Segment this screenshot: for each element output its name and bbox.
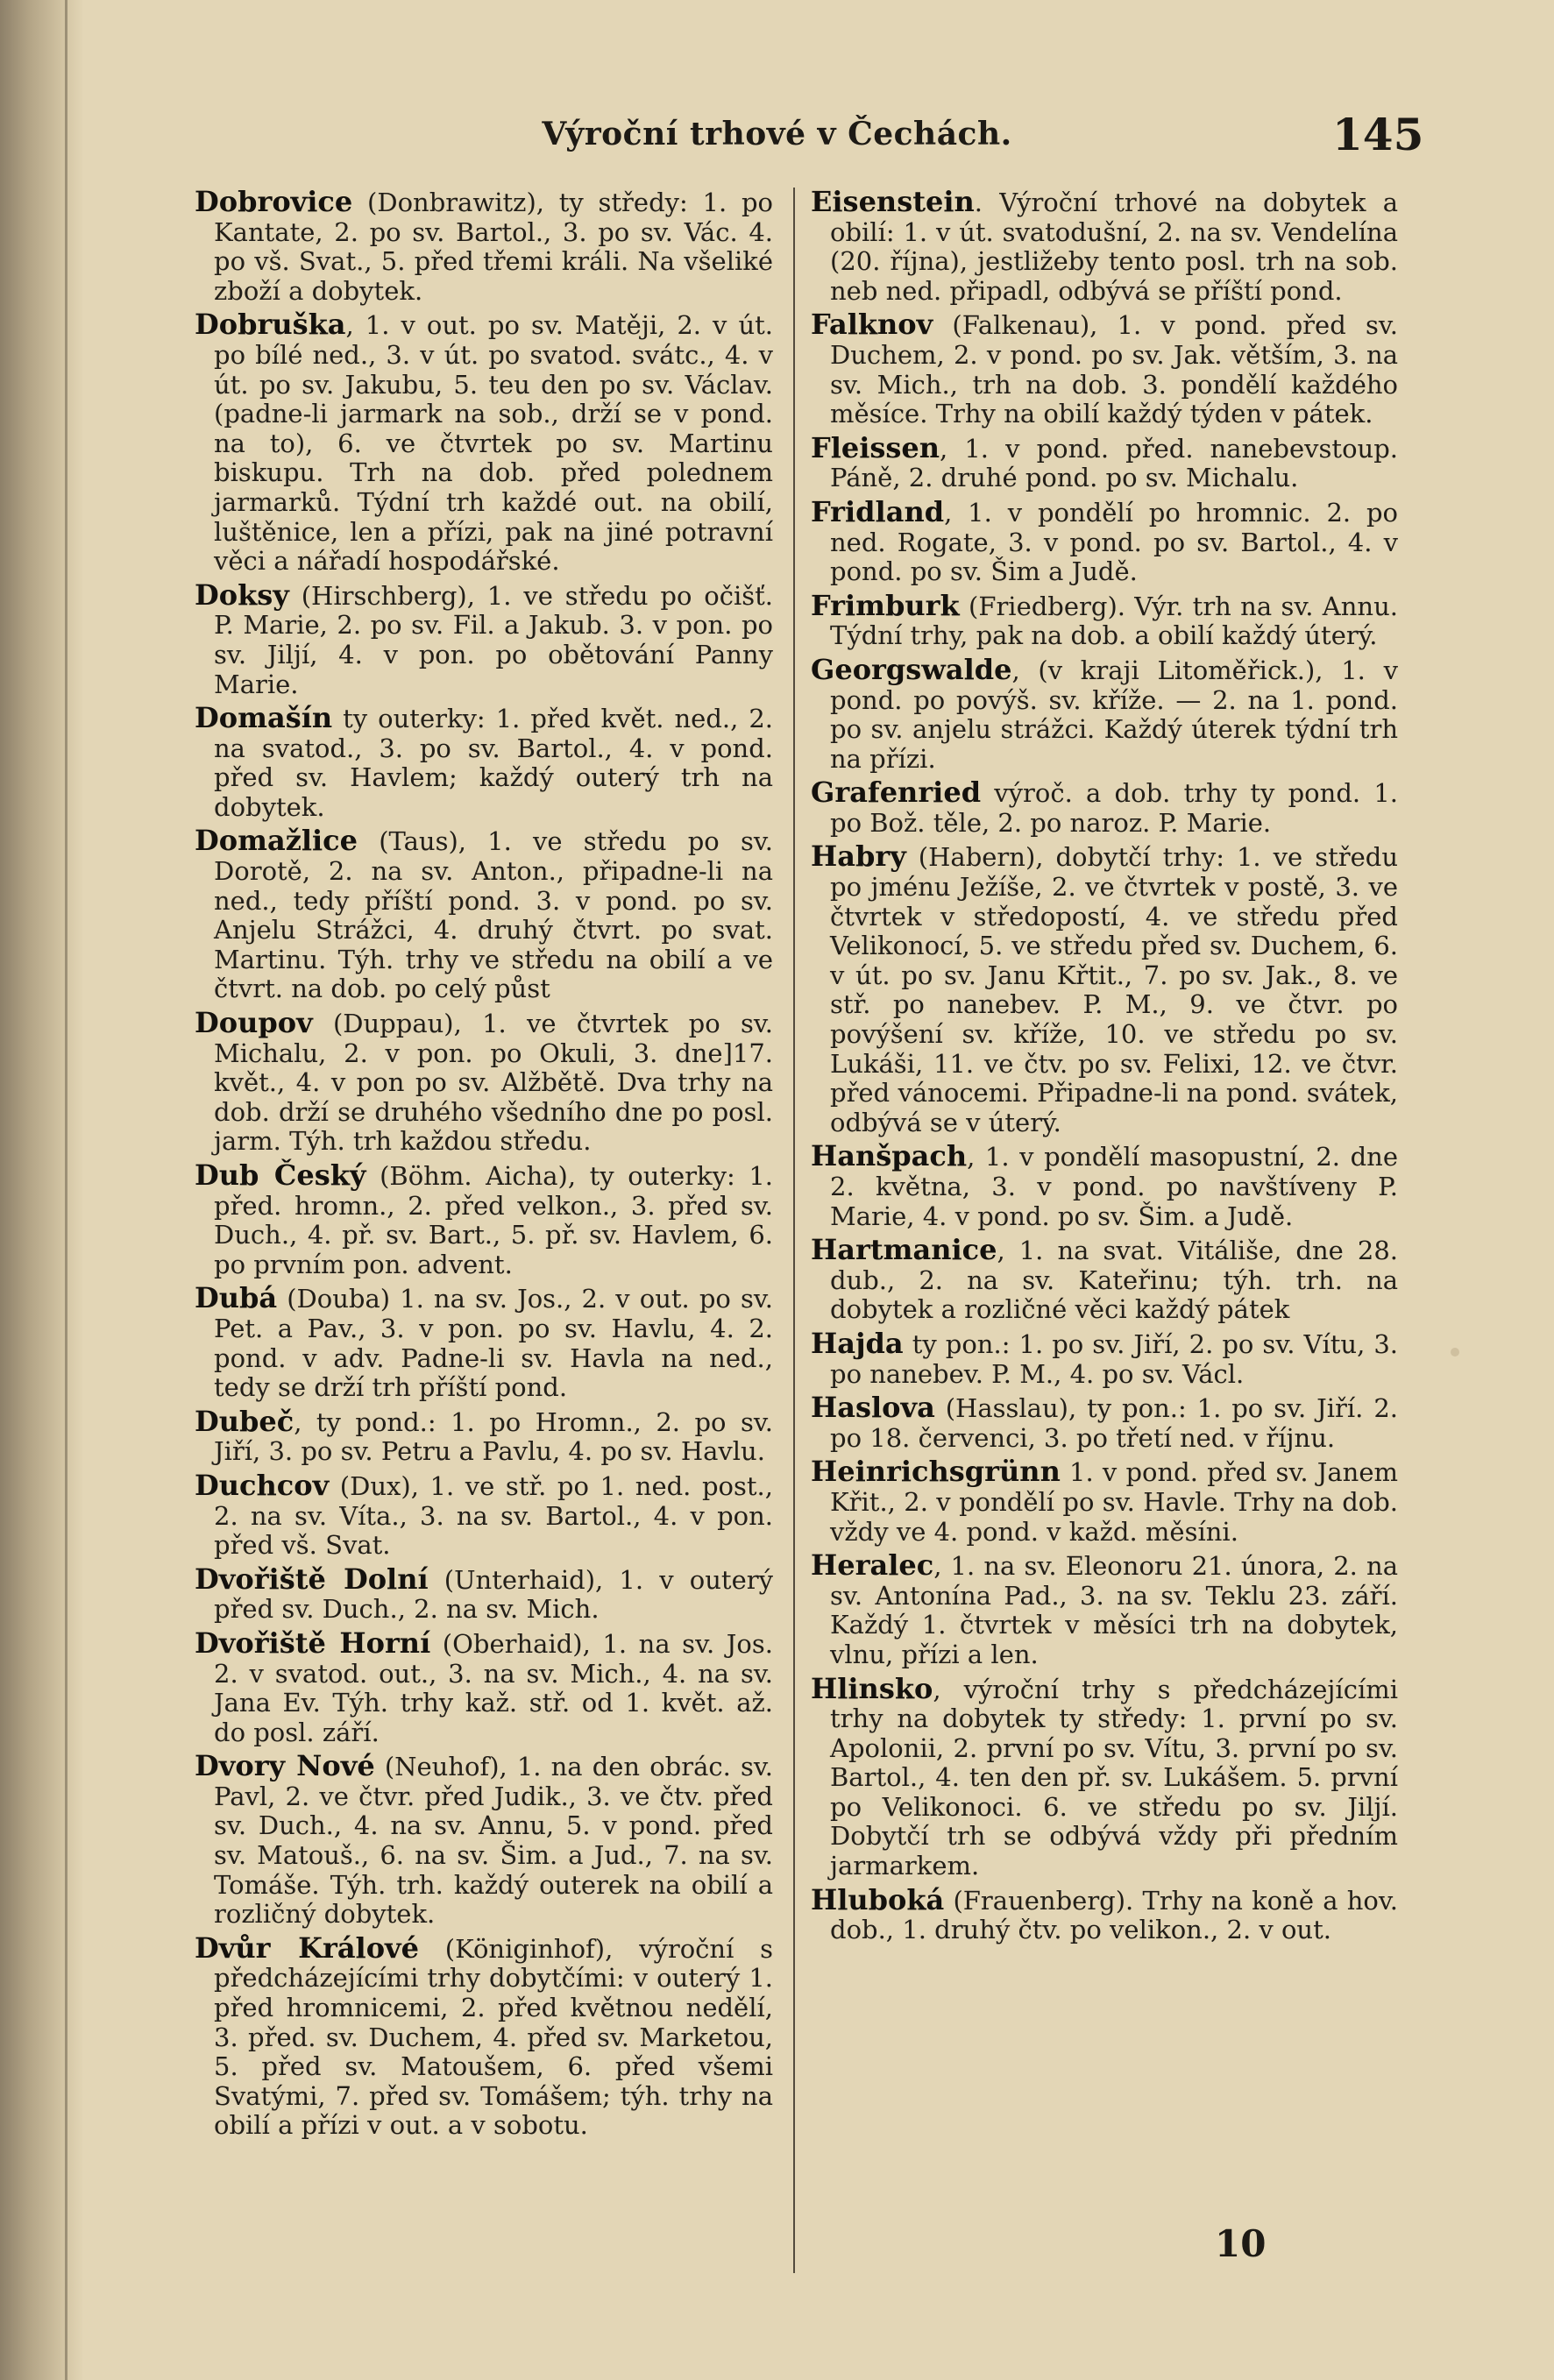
entry-headword: Dub Český — [195, 1158, 366, 1192]
gazetteer-entry — [811, 839, 1398, 1137]
entry-headword: Dvory Nové — [195, 1749, 375, 1783]
left-column — [195, 188, 773, 2256]
gazetteer-entry — [811, 1233, 1398, 1325]
entry-text: (Taus), 1. ve středu po sv. Dorotě, 2. na sv. Anton., připadne-li na ned., tedy příští pond. 3. v pond. po sv. Anjelu Strážci, 4. druhý čtvrt. po svat. Martinu. Týh. trhy ve středu na obilí a ve čtvrt. na dob. po celý půst — [214, 826, 773, 1004]
entry-text: (Dux), 1. ve stř. po 1. ned. post., 2. na sv. Víta., 3. na sv. Bartol., 4. v pon. před vš. Svat. — [214, 1470, 773, 1561]
gazetteer-entry — [811, 1671, 1398, 1881]
entry-headword: Fridland — [811, 494, 945, 528]
entry-text: (Donbrawitz), ty středy: 1. po Kantate, 2. po sv. Bartol., 3. po sv. Vác. 4. po vš. Svat., 5. před třemi králi. Na všeliké zboží a dobytek. — [214, 188, 773, 306]
binding-fold-line — [65, 0, 67, 2380]
entry-headword: Falknov — [811, 308, 933, 342]
entry-text: (Königinhof), výroční s předcházejícími trhy dobytčími: v outerý 1. před hromnicemi, 2. před květnou nedělí, 3. před. sv. Duchem, 4. před sv. Marketou, 5. před sv. Matoušem, 6. před všemi Svatými, 7. před sv. Tomášem; týh. trhy na obilí a přízi v out. a v sobotu. — [214, 1933, 773, 2141]
entry-headword: Domažlice — [195, 824, 358, 858]
entry-headword: Dobruška — [195, 308, 346, 342]
entry-headword: Georgswalde — [811, 652, 1012, 686]
entry-text: (Neuhof), 1. na den obrác. sv. Pavl, 2. ve čtvr. před Judik., 3. ve čtv. před sv. Duch., 4. na sv. Annu, 5. v pond. před sv. Matouš., 6. na sv. Šim. a Jud., 7. na sv. Tomáše. Týh. trh. každý outerek na obilí a rozličný dobytek. — [214, 1752, 773, 1930]
entry-text: . Výroční trhové na dobytek a obilí: 1. v út. svatodušní, 2. na sv. Vendelína (20. října), jestližeby tento posl. trh na sob. neb ned. připadl, odbývá se příští pond. — [830, 188, 1398, 306]
entry-headword: Dobrovice — [195, 188, 353, 218]
page-binding-shadow — [0, 0, 84, 2380]
entry-text: (Böhm. Aicha), ty outerky: 1. před. hromn., 2. před velkon., 3. před sv. Duch., 4. př. sv. Bart., 5. př. sv. Havlem, 6. po prvním pon. advent. — [214, 1161, 773, 1279]
running-title: Výroční trhové v Čechách. — [542, 116, 1012, 152]
entry-headword: Grafenried — [811, 776, 982, 810]
entry-headword: Hlinsko — [811, 1671, 933, 1705]
gazetteer-entry — [195, 701, 773, 822]
paper-stain — [1451, 1348, 1459, 1356]
entry-headword: Habry — [811, 839, 906, 874]
entry-text: (Hasslau), ty pon.: 1. po sv. Jiří. 2. po 18. červenci, 3. po třetí ned. v říjnu. — [830, 1393, 1398, 1453]
entry-headword: Dvůr Králové — [195, 1930, 420, 1965]
entry-headword: Hanšpach — [811, 1139, 968, 1173]
column-divider — [793, 188, 795, 2273]
entry-text: (Hirschberg), 1. ve středu po očišť. P. Marie, 2. po sv. Fil. a Jakub. 3. v pon. po sv. Jiljí, 4. v pon. po obětování Panny Marie. — [214, 580, 773, 699]
gazetteer-entry — [811, 310, 1398, 429]
entry-text: , (v kraji Litoměřick.), 1. v pond. po povýš. sv. kříže. — 2. na 1. pond. po sv. anjelu strážci. Každý úterek týdní trh na přízi. — [830, 655, 1398, 774]
gazetteer-entry — [195, 310, 773, 576]
entry-headword: Doksy — [195, 577, 289, 612]
gazetteer-entry — [195, 1930, 773, 2141]
entry-headword: Eisenstein — [811, 188, 975, 218]
entry-headword: Dubeč — [195, 1404, 294, 1438]
entry-headword: Duchcov — [195, 1468, 330, 1502]
entry-text: ty outerky: 1. před květ. ned., 2. na svatod., 3. po sv. Bartol., 4. v pond. před sv. Havlem; každý outerý trh na dobytek. — [214, 704, 773, 822]
entry-headword: Haslova — [811, 1391, 935, 1425]
gazetteer-entry — [811, 188, 1398, 306]
gazetteer-entry — [811, 430, 1398, 493]
entry-text: (Habern), dobytčí trhy: 1. ve středu po jménu Ježíše, 2. ve čtvrtek v postě, 3. ve čtvrtek v středopostí, 4. ve středu před Velikonocí, 5. ve středu před sv. Duchem, 6. v út. po sv. Janu Křtit., 7. po sv. Jak., 8. ve stř. po nanebev. P. M., 9. ve čtvr. po povýšení sv. kříže, 10. ve středu po sv. Lukáši, 11. ve čtv. po sv. Felixi, 12. ve čtvr. před vánocemi. Připadne-li na pond. svátek, odbývá se v úterý. — [830, 842, 1398, 1137]
entry-text: , 1. na svat. Vitáliše, dne 28. dub., 2. na sv. Kateřinu; týh. trh. na dobytek a rozličné věci každý pátek — [830, 1236, 1398, 1325]
entry-text: , 1. na sv. Eleonoru 21. února, 2. na sv. Antonína Pad., 3. na sv. Teklu 23. září. Každý 1. čtvrtek v měsíci trh na dobytek, vlnu, přízi a len. — [830, 1551, 1398, 1669]
gazetteer-entry — [811, 1548, 1398, 1669]
entry-text: (Friedberg). Výr. trh na sv. Annu. Týdní trhy, pak na dob. a obilí každý úterý. — [830, 591, 1398, 651]
entry-text: , výroční trhy s předcházejícími trhy na dobytek ty středy: 1. první po sv. Apolonii, 2. první po sv. Vítu, 3. první po sv. Bartol., 4. ten den př. sv. Lukášem. 5. první po Velikonoci. 6. ve středu po sv. Jiljí. Dobytčí trh se odbývá vždy při předním jarmarkem. — [830, 1674, 1398, 1881]
entry-headword: Domašín — [195, 701, 333, 735]
entry-text: (Falkenau), 1. v pond. před sv. Duchem, 2. v pond. po sv. Jak. větším, 3. na sv. Mich., trh na dob. 3. pondělí každého měsíce. Trhy na obilí každý týden v pátek. — [830, 310, 1398, 429]
signature-mark: 10 — [1215, 2222, 1267, 2265]
gazetteer-entry — [195, 826, 773, 1004]
gazetteer-entry — [811, 1326, 1398, 1389]
gazetteer-entry — [195, 1562, 773, 1625]
gazetteer-entry — [195, 1749, 773, 1930]
entry-headword: Heralec — [811, 1548, 934, 1583]
entry-text: (Douba) 1. na sv. Jos., 2. v out. po sv. Pet. a Pav., 3. v pon. po sv. Havlu, 4. 2. pond. v adv. Padne-li sv. Havla na ned., tedy se drží trh příští pond. — [214, 1284, 773, 1403]
gazetteer-entry — [195, 188, 773, 306]
entry-headword: Hluboká — [811, 1882, 945, 1916]
gazetteer-entry — [811, 1139, 1398, 1231]
gazetteer-entry — [195, 1626, 773, 1747]
gazetteer-entry — [195, 1281, 773, 1403]
entry-headword: Doupov — [195, 1006, 313, 1040]
entry-headword: Heinrichsgrünn — [811, 1455, 1061, 1489]
gazetteer-entry — [811, 652, 1398, 774]
entry-text: (Duppau), 1. ve čtvrtek po sv. Michalu, 2. v pon. po Okuli, 3. dne]17. květ., 4. v pon po sv. Alžbětě. Dva trhy na dob. drží se druhého všedního dne po posl. jarm. Týh. trh každou středu. — [214, 1009, 773, 1157]
gazetteer-entry — [811, 1882, 1398, 1945]
entry-text: , 1. v pondělí po hromnic. 2. po ned. Rogate, 3. v pond. po sv. Bartol., 4. v pond. po sv. Šim a Judě. — [830, 497, 1398, 587]
entry-headword: Fleissen — [811, 430, 940, 464]
entry-headword: Hartmanice — [811, 1233, 997, 1267]
gazetteer-entry — [811, 494, 1398, 587]
right-column — [811, 188, 1398, 2185]
entry-headword: Dvořiště Horní — [195, 1626, 431, 1660]
gazetteer-entry — [195, 1468, 773, 1561]
gazetteer-entry — [811, 1393, 1398, 1453]
entry-text: 1. v pond. před sv. Janem Křit., 2. v pondělí po sv. Havle. Trhy na dob. vždy ve 4. pond. v každ. měsíni. — [830, 1457, 1398, 1547]
entry-text: (Oberhaid), 1. na sv. Jos. 2. v svatod. out., 3. na sv. Mich., 4. na sv. Jana Ev. Týh. trhy kaž. stř. od 1. květ. až. do posl. září. — [214, 1628, 773, 1747]
entry-text: ty pon.: 1. po sv. Jiří, 2. po sv. Vítu, 3. po nanebev. P. M., 4. po sv. Václ. — [830, 1328, 1398, 1389]
entry-text: (Unterhaid), 1. v outerý před sv. Duch., 2. na sv. Mich. — [214, 1564, 773, 1625]
gazetteer-entry — [195, 577, 773, 699]
gazetteer-entry — [195, 1404, 773, 1467]
entry-text: , 1. v pond. před. nanebevstoup. Páně, 2. druhé pond. po sv. Michalu. — [830, 433, 1398, 493]
entry-headword: Dubá — [195, 1281, 278, 1315]
gazetteer-entry — [811, 588, 1398, 651]
entry-headword: Dvořiště Dolní — [195, 1562, 429, 1596]
gazetteer-entry — [811, 778, 1398, 838]
entry-text: , ty pond.: 1. po Hromn., 2. po sv. Jiří, 3. po sv. Petru a Pavlu, 4. po sv. Havlu. — [214, 1406, 773, 1467]
entry-text: , 1. v out. po sv. Matěji, 2. v út. po bílé ned., 3. v út. po svatod. svátc., 4. v út. po sv. Jakubu, 5. teu den po sv. Václav. (padne-li jarmark na sob., drží se v pond. na to), 6. ve čtvrtek po sv. Martinu biskupu. Trh na dob. před polednem jarmarků. Týdní trh každé out. na obilí, luštěnice, len a přízi, pak na jiné potravní věci a nářadí hospodářské. — [214, 310, 773, 577]
entry-headword: Hajda — [811, 1326, 904, 1360]
entry-text: výroč. a dob. trhy ty pond. 1. po Bož. těle, 2. po naroz. P. Marie. — [830, 778, 1398, 838]
page-number: 145 — [1332, 109, 1424, 160]
gazetteer-entry — [195, 1158, 773, 1279]
gazetteer-entry — [195, 1006, 773, 1157]
entry-text: , 1. v pondělí masopustní, 2. dne 2. května, 3. v pond. po navštíveny P. Marie, 4. v pond. po sv. Šim. a Judě. — [830, 1142, 1398, 1231]
gazetteer-entry — [811, 1457, 1398, 1547]
entry-headword: Frimburk — [811, 588, 960, 622]
entry-text: (Frauenberg). Trhy na koně a hov. dob., 1. druhý čtv. po velikon., 2. v out. — [830, 1885, 1398, 1945]
